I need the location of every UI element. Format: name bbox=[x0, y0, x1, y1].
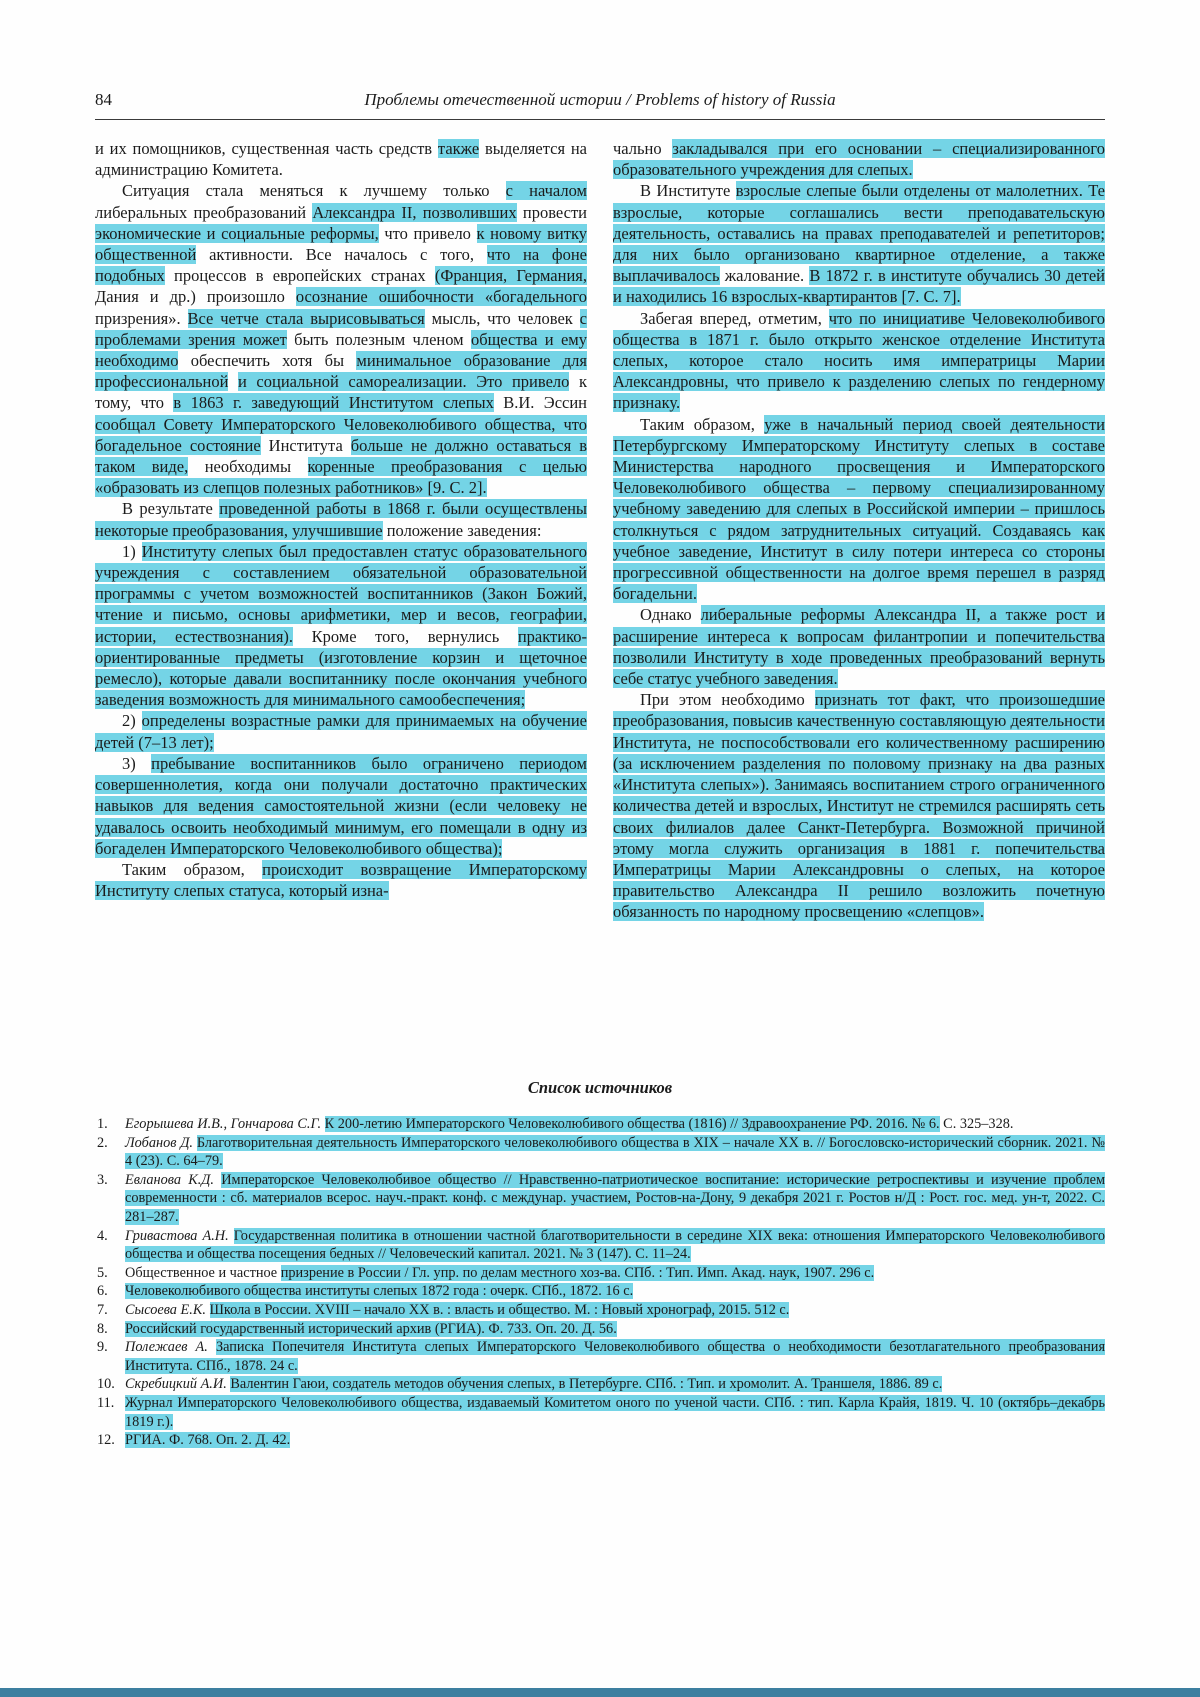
text-segment: обеспечить хотя бы bbox=[178, 351, 357, 371]
paragraph bbox=[613, 138, 1105, 180]
text-segment: В Институте bbox=[640, 181, 736, 201]
highlighted-text: что по инициативе Человеколюбивого общества в 1871 г. было открыто женское отделение Института слепых, которое стало носить имя императрицы Марии Александровны, что привело к разделению слепых по гендерному признаку. bbox=[613, 308, 1105, 413]
reference-number: 1. bbox=[97, 1116, 108, 1132]
text-segment: жалование. bbox=[719, 266, 810, 286]
paragraph bbox=[613, 414, 1105, 605]
highlighted-text: Журнал Императорского Человеколюбивого общества, издаваемый Комитетом оного по ученой части. СПб. : тип. Карла Крайя, 1819. Ч. 10 (октябрь–декабрь 1819 г.). bbox=[125, 1394, 1105, 1430]
reference-list bbox=[95, 1115, 1105, 1450]
reference-item bbox=[95, 1227, 1105, 1264]
reference-item bbox=[95, 1115, 1105, 1134]
highlighted-text: и социальной самореализации. Это привело bbox=[238, 372, 570, 392]
reference-item bbox=[95, 1394, 1105, 1431]
text-segment: выделяется на администрацию Комитета. bbox=[95, 139, 587, 180]
highlighted-text: (Франция, Германия, bbox=[434, 266, 587, 286]
text-segment: Полежаев А. bbox=[125, 1339, 208, 1356]
highlighted-text: с проблемами зрения может bbox=[95, 308, 587, 349]
highlighted-text: Валентин Гаюи, создатель методов обучения слепых, в Петербурге. СПб. : Тип. и хромолит. А. Траншеля, 1886. 89 с. bbox=[230, 1376, 943, 1393]
highlighted-text: признать тот факт, что произошедшие преобразования, повысив качественную составляющую деятельности Института, не поспособствовали его количественному расширению (за исключением разделения по половому признаку на два разных «Института слепых»). Занимаясь воспитанием строго ограниченного количества детей и взрослых, Институт не стремился расширять сеть своих филиалов далее Санкт-Петербурга. Возможной причиной этому могла служить организация в 1881 г. попечительства Императрицы Марии Александровны о слепых, на которое правительство Александра II решило возложить почетную обязанность по народному просвещению «слепцов». bbox=[613, 690, 1105, 922]
text-segment: положение заведения: bbox=[382, 520, 542, 540]
reference-number: 3. bbox=[97, 1171, 108, 1188]
highlighted-text: также bbox=[437, 139, 480, 158]
text-segment: 2) bbox=[122, 711, 142, 731]
text-segment: С. 325–328. bbox=[939, 1116, 1014, 1132]
highlighted-text: закладывался при его основании – специализированного образовательного учреждения для слепых. bbox=[613, 139, 1105, 180]
text-segment: В результате bbox=[122, 499, 220, 519]
highlighted-text: общества и ему необходимо bbox=[95, 329, 587, 371]
text-segment bbox=[206, 1302, 210, 1318]
paragraph bbox=[613, 308, 1105, 414]
highlighted-text: осознание ошибочности «богадельного bbox=[295, 287, 587, 307]
highlighted-text: больше не должно оставаться в таком виде, bbox=[95, 435, 587, 477]
text-segment: Дания и др.) произошло bbox=[95, 287, 296, 307]
text-segment: активности. Все началось с того, bbox=[196, 245, 487, 265]
highlighted-text: Государственная политика в отношении частной благотворительности в середине XIX века: отношения Императорского Человеколюбивого общества и общества посещения бедных // Человеческий капитал. 2021. № 3 (147). С. 11–24. bbox=[125, 1227, 1106, 1263]
paragraph bbox=[95, 541, 587, 711]
text-segment: мысль, что человек bbox=[424, 308, 580, 328]
text-segment: призрения». bbox=[95, 308, 188, 328]
highlighted-text: Записка Попечителя Института слепых Императорского Человеколюбивого общества о необходимости безотлагательного преобразования Института. СПб., 1878. 24 с. bbox=[125, 1339, 1106, 1374]
text-segment: либеральных преобразований bbox=[95, 202, 313, 222]
text-segment: и их помощников, существенная часть средств bbox=[95, 139, 438, 158]
highlighted-text: взрослые слепые были отделены от малолетних. Те взрослые, которые соглашались вести преподавательскую деятельность, оставались на правах преподавателей и репетиторов; для них было организовано квартирное отделение, а также выплачивалось bbox=[613, 181, 1105, 286]
paragraph bbox=[95, 753, 587, 859]
reference-number: 8. bbox=[97, 1320, 108, 1337]
text-segment: чально bbox=[613, 139, 673, 158]
highlighted-text: минимальное образование для профессиональной bbox=[95, 351, 587, 392]
reference-item bbox=[95, 1320, 1105, 1339]
bottom-bar bbox=[0, 1688, 1200, 1697]
highlighted-text: практико-ориентированные предметы (изготовление корзин и щеточное ремесло), которые давали воспитаннику после окончания учебного заведения возможность для минимального самообеспечения; bbox=[95, 626, 588, 710]
highlighted-text: что на фоне подобных bbox=[95, 245, 588, 286]
text-segment: Лобанов Д. bbox=[125, 1134, 193, 1151]
reference-number: 12. bbox=[97, 1432, 115, 1449]
highlighted-text: с началом bbox=[505, 181, 587, 201]
reference-item bbox=[95, 1431, 1105, 1450]
text-segment: Забегая вперед, отметим, bbox=[640, 308, 829, 328]
page-number: 84 bbox=[95, 90, 112, 109]
highlighted-text: в 1863 г. заведующий Институтом слепых bbox=[173, 393, 494, 413]
highlighted-text: либеральные реформы Александра II, а также рост и расширение интереса к вопросам филантропии и попечительства позволили Институту в ходе проведенных преобразований вернуть себе статус учебного заведения. bbox=[613, 605, 1105, 689]
highlighted-text: Александра II, позволивших bbox=[312, 202, 517, 222]
text-segment: Егорышева И.В., Гончарова С.Г. bbox=[125, 1116, 322, 1132]
text-segment: Евланова К.Д. bbox=[125, 1171, 214, 1188]
text-segment: Таким образом, bbox=[640, 414, 765, 434]
paragraph bbox=[613, 689, 1105, 922]
text-segment: Таким образом, bbox=[122, 859, 263, 879]
text-segment bbox=[228, 372, 238, 391]
highlighted-text: Все четче стала вырисовываться bbox=[187, 308, 425, 328]
highlighted-text: определены возрастные рамки для принимаемых на обучение детей (7–13 лет); bbox=[95, 711, 587, 752]
text-segment: Ситуация стала меняться к лучшему только bbox=[122, 181, 506, 201]
paragraph bbox=[95, 180, 587, 498]
highlighted-text: пребывание воспитанников было ограничено периодом совершеннолетия, когда они получали достаточно практических навыков для ведения самостоятельной жизни (если человеку не удавалось освоить необходимый минимум, его помещали в одну из богаделен Императорского Человеколюбивого общества); bbox=[95, 753, 587, 858]
paragraph bbox=[613, 180, 1105, 307]
text-segment: Однако bbox=[640, 605, 701, 625]
text-segment: 3) bbox=[122, 753, 152, 773]
highlighted-text: коренные преобразования с целью «образовать из слепцов полезных работников» [9. С. 2]. bbox=[95, 457, 587, 498]
article-body bbox=[95, 138, 1105, 1076]
reference-item bbox=[95, 1301, 1105, 1320]
highlighted-text: К 200-летию Императорского Человеколюбивого общества (1816) // Здравоохранение РФ. 2016. № 6. bbox=[324, 1116, 940, 1132]
text-segment: к тому, что bbox=[95, 372, 587, 413]
text-segment: быть полезным членом bbox=[286, 329, 471, 349]
highlighted-text: РГИА. Ф. 768. Оп. 2. Д. 42. bbox=[125, 1432, 291, 1449]
paragraph bbox=[95, 710, 587, 752]
highlighted-text: сообщал Совету Императорского Человеколюбивого общества, что богадельное состояние bbox=[95, 414, 587, 455]
column-left bbox=[95, 138, 587, 1076]
text-segment: Института bbox=[260, 435, 351, 455]
highlighted-text: происходит возвращение Императорскому Институту слепых статуса, который изна- bbox=[95, 859, 587, 901]
reference-item bbox=[95, 1338, 1105, 1375]
highlighted-text: Институту слепых был предоставлен статус образовательного учреждения с составлением обязательной образовательной программы с учетом возможностей воспитанников (Закон Божий, чтение и письмо, основы арифметики, мер и весов, географии, истории, естествознания). bbox=[95, 541, 587, 646]
sources-heading: Список источников bbox=[527, 1078, 673, 1097]
text-segment: Сысоева Е.К. bbox=[125, 1301, 206, 1318]
text-segment: В.И. Эссин bbox=[493, 393, 588, 413]
highlighted-text: Школа в России. XVIII – начало XX в. : власть и общество. М. : Новый хронограф, 2015. 512 с. bbox=[209, 1301, 790, 1318]
reference-number: 4. bbox=[97, 1227, 108, 1244]
text-segment: Гривастова А.Н. bbox=[125, 1227, 229, 1244]
highlighted-text: Человеколюбивого общества институты слепых 1872 года : очерк. СПб., 1872. 16 с. bbox=[125, 1283, 634, 1300]
highlighted-text: к новому витку общественной bbox=[95, 223, 587, 265]
text-segment: процессов в европейских странах bbox=[164, 266, 435, 286]
highlighted-text: Императорское Человеколюбивое общество // Нравственно-патриотическое воспитание: исторические ретроспективы и изучение проблем современности : сб. материалов всерос. науч.-практ. конф. с междунар. участием, Ростов-на-Дону, 9 декабря 2021 г. Ростов н/Д : Рост. гос. мед. ун-т, 2022. С. 281–287. bbox=[125, 1171, 1105, 1225]
paragraph bbox=[95, 859, 587, 901]
reference-number: 5. bbox=[97, 1264, 108, 1281]
reference-item bbox=[95, 1264, 1105, 1283]
reference-item bbox=[95, 1171, 1105, 1227]
reference-number: 2. bbox=[97, 1134, 108, 1151]
reference-number: 9. bbox=[97, 1339, 108, 1356]
highlighted-text: Благотворительная деятельность Императорского человеколюбивого общества в XIX – начале XX в. // Богословско-исторический сборник. 2021. № 4 (23). С. 64–79. bbox=[125, 1134, 1105, 1170]
reference-number: 6. bbox=[97, 1283, 108, 1300]
text-segment: провести bbox=[516, 202, 588, 222]
text-segment: Скребицкий А.И. bbox=[125, 1376, 227, 1393]
reference-number: 10. bbox=[97, 1376, 115, 1393]
text-segment: необходимы bbox=[188, 457, 308, 477]
highlighted-text: экономические и социальные реформы, bbox=[95, 223, 379, 243]
highlighted-text: проведенной работы в 1868 г. были осуществлены некоторые преобразования, улучшившие bbox=[95, 499, 587, 540]
reference-item bbox=[95, 1375, 1105, 1394]
highlighted-text: В 1872 г. в институте обучались 30 детей и находились 16 взрослых-квартирантов [7. С. 7]. bbox=[613, 266, 1105, 307]
text-segment: 1) bbox=[122, 541, 142, 561]
text-segment: Кроме того, вернулись bbox=[293, 626, 518, 646]
highlighted-text: Российский государственный исторический архив (РГИА). Ф. 733. Оп. 20. Д. 56. bbox=[125, 1320, 617, 1337]
running-title: Проблемы отечественной истории / Problems of history of Russia bbox=[364, 90, 836, 109]
column-right bbox=[613, 138, 1105, 1076]
text-segment: Общественное и частное bbox=[125, 1264, 281, 1281]
reference-number: 7. bbox=[97, 1301, 108, 1318]
highlighted-text: призрение в России / Гл. упр. по делам местного хоз-ва. СПб. : Тип. Имп. Акад. наук, 1907. 296 с. bbox=[280, 1264, 875, 1281]
reference-item bbox=[95, 1282, 1105, 1301]
page-header bbox=[95, 90, 1105, 120]
paragraph bbox=[95, 138, 587, 180]
text-segment: что привело bbox=[378, 223, 477, 243]
highlighted-text: уже в начальный период своей деятельности Петербургскому Императорскому Институту слепых в составе Министерства народного просвещения и Императорского Человеколюбивого общества – первому специализированному учебному заведению для слепых в Российской империи – пришлось столкнуться с рядом затруднительных ситуаций. Создаваясь как учебное заведение, Институт в силу потери интереса со стороны прогрессивной общественности на долгое время перешел в разряд богадельни. bbox=[613, 414, 1105, 604]
text-segment bbox=[208, 1339, 216, 1355]
sources-section bbox=[95, 1078, 1105, 1450]
paragraph bbox=[613, 604, 1105, 689]
text-segment: При этом необходимо bbox=[640, 690, 815, 710]
reference-item bbox=[95, 1134, 1105, 1171]
paragraph bbox=[95, 498, 587, 540]
reference-number: 11. bbox=[97, 1394, 115, 1411]
